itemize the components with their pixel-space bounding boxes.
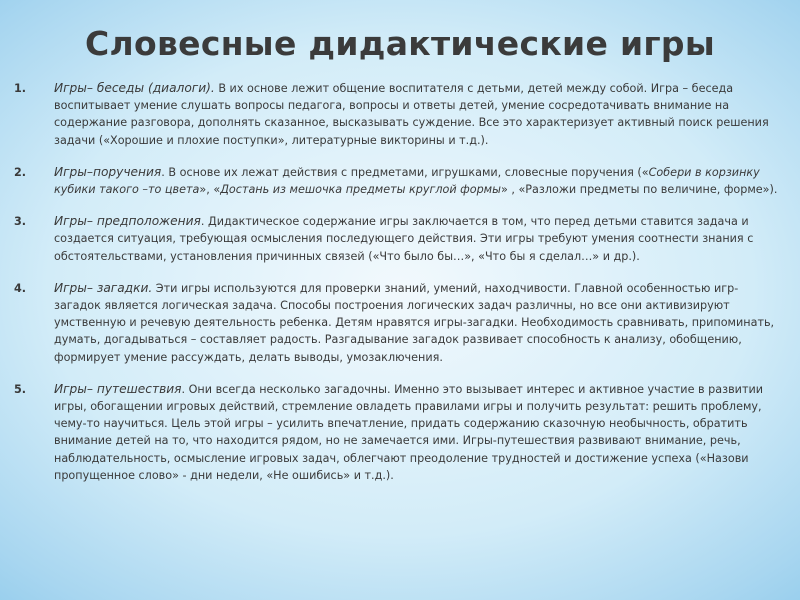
- item-number: 1.: [14, 82, 27, 95]
- list-item-assignments: [14, 164, 782, 198]
- list-item-conversations: [14, 80, 782, 149]
- item-text: . Дидактическое содержание игры заключается в том, что перед детьми ставится задача и создается ситуация, требующая осмысления последующего действия. Эти игры требуют умения соотнести знания с обстоятельствами, установления причинных связей («Что было бы…», «Что бы я сделал…» и др.).: [54, 215, 754, 263]
- item-heading: Игры– загадки.: [54, 280, 153, 295]
- games-list: [14, 80, 782, 499]
- item-heading: Игры– беседы (диалоги).: [54, 81, 215, 95]
- item-heading: Игры– предположения: [54, 214, 201, 229]
- list-item-riddles: [14, 280, 782, 366]
- item-number: 4.: [14, 281, 27, 295]
- item-text-end: » , «Разложи предметы по величине, форме»).: [500, 183, 778, 197]
- item-text: . В основе их лежат действия с предметами, игрушками, словесные поручения («: [161, 165, 649, 179]
- item-text: Эти игры используются для проверки знаний, умений, находчивости. Главной особенностью игр-загадок является логическая задача. Способы построения логических задач различны, но все они активизируют умственную и речевую деятельность ребенка. Детям нравятся игры-загадки. Необходимость сравнивать, припоминать, думать, догадываться – составляет радость. Разгадывание загадок развивает способность к анализу, обобщению, формирует умение рассуждать, делать выводы, умозаключения.: [54, 281, 775, 364]
- item-text: В их основе лежит общение воспитателя с детьми, детей между собой. Игра – беседа воспитывает умение слушать вопросы педагога, вопросы и ответы детей, умение сосредотачивать внимание на содержание разговора, дополнять сказанное, высказывать суждение. Все это характеризует активный поиск решения задачи («Хорошие и плохие поступки», литературные викторины и т.д.).: [54, 82, 769, 147]
- item-number: 2.: [14, 165, 27, 179]
- list-item-assumptions: [14, 213, 782, 265]
- item-text: . Они всегда несколько загадочны. Именно это вызывает интерес и активное участие в развитии игры, обогащении игровых действий, стремление овладеть правилами игры и получить результат: решить проблему, чему-то научиться. Цель этой игры – усилить впечатление, придать содержанию сказочную необычность, обратить внимание детей на то, что находится рядом, но не замечается ими. Игры-путешествия развивают внимание, речь, наблюдательность, осмысление игровых задач, облегчают преодоление трудностей и достижение успеха («Назови пропущенное слово» - дни недели, «Не ошибись» и т.д.).: [54, 382, 763, 482]
- item-number: 5.: [14, 382, 27, 396]
- item-text-mid: », «: [199, 183, 221, 197]
- item-quote: Собери в корзинку кубики такого –то цвета: [54, 165, 760, 197]
- slide-title: Словесные дидактические игры: [85, 24, 715, 63]
- list-item-travels: [14, 381, 782, 484]
- item-number: 3.: [14, 215, 27, 229]
- item-quote: Достань из мешочка предметы круглой формы: [220, 183, 501, 197]
- item-heading: Игры–поручения: [54, 164, 162, 179]
- item-heading: Игры– путешествия: [54, 381, 182, 396]
